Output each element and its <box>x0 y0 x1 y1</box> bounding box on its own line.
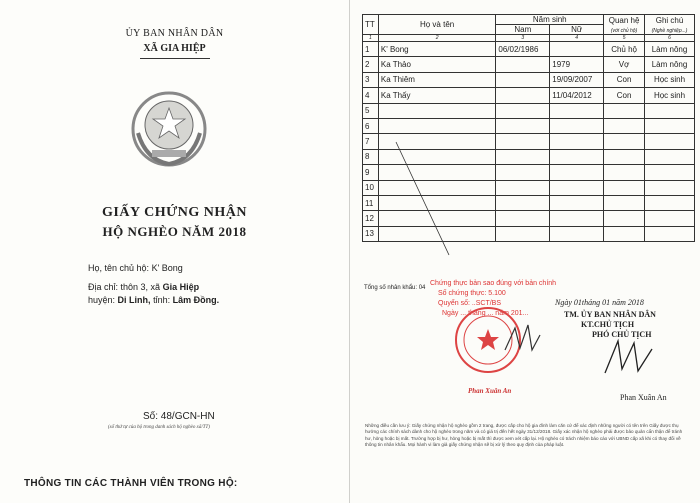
member-relation <box>604 165 645 180</box>
header-relation-sub: (với chủ hộ) <box>610 27 638 34</box>
issue-date: Ngày 01tháng 01 năm 2018 <box>555 298 644 307</box>
member-note: Học sinh <box>645 72 695 87</box>
row-number: 6 <box>363 118 379 133</box>
table-header-row <box>363 15 695 25</box>
members-page <box>350 0 700 503</box>
birth-male <box>496 180 550 195</box>
table-row <box>363 57 695 72</box>
header-name: Họ và tên <box>378 15 496 35</box>
issuer-name: ỦY BAN NHÂN DÂN <box>125 28 224 39</box>
certificate-title: GIẤY CHỨNG NHẬN <box>102 205 247 220</box>
row-number: 2 <box>363 57 379 72</box>
header-note <box>645 15 695 35</box>
birth-male <box>496 211 550 226</box>
title-underline <box>140 58 210 59</box>
member-relation <box>604 149 645 164</box>
header-note-sub: (Nghề nghiệp...) <box>651 27 688 34</box>
birth-female <box>550 226 604 241</box>
birth-female <box>550 149 604 164</box>
row-number: 10 <box>363 180 379 195</box>
district-line <box>88 295 219 305</box>
header-note-label: Ghi chú <box>655 15 684 25</box>
head-label: Họ, tên chủ hộ: <box>88 263 150 273</box>
row-number: 12 <box>363 211 379 226</box>
column-number-row <box>363 35 695 42</box>
birth-male <box>496 134 550 149</box>
birth-female <box>550 118 604 133</box>
row-number: 9 <box>363 165 379 180</box>
row-number: 8 <box>363 149 379 164</box>
row-number: 11 <box>363 195 379 210</box>
member-note <box>645 103 695 118</box>
member-note <box>645 195 695 210</box>
member-relation: Con <box>604 72 645 87</box>
copy-book: Quyển số: ..SCT/BS <box>438 300 502 307</box>
row-number: 5 <box>363 103 379 118</box>
table-row <box>363 72 695 87</box>
strike-line-icon <box>394 140 454 260</box>
col-number: 6 <box>645 35 695 42</box>
certificate-subtitle: HỘ NGHÈO NĂM 2018 <box>102 224 247 239</box>
row-number: 4 <box>363 88 379 103</box>
member-relation: Con <box>604 88 645 103</box>
member-note: Làm nông <box>645 42 695 57</box>
member-note <box>645 134 695 149</box>
copy-certification-stamp: Chứng thực bản sao đúng với bản chính <box>430 280 557 287</box>
address-commune: Gia Hiệp <box>162 282 200 292</box>
commune-name: XÃ GIA HIỆP <box>143 43 206 54</box>
table-row <box>363 118 695 133</box>
total-members: Tổng số nhân khẩu: 04 <box>364 285 426 291</box>
certificate-number: Số: 48/GCN-HN <box>143 411 215 422</box>
table-row <box>363 42 695 57</box>
member-relation: Chủ hộ <box>604 42 645 57</box>
birth-female <box>550 211 604 226</box>
member-relation <box>604 103 645 118</box>
header-stt: TT <box>363 15 379 35</box>
member-note <box>645 165 695 180</box>
signer-org: TM. ỦY BAN NHÂN DÂN <box>564 310 656 319</box>
header-female: Nữ <box>550 25 604 35</box>
province-label: tỉnh: <box>153 295 171 305</box>
table-row <box>363 103 695 118</box>
birth-male <box>496 118 550 133</box>
address-label: Địa chỉ: thôn 3, xã <box>88 282 161 292</box>
birth-female <box>550 42 604 57</box>
signer-kt: KT.CHỦ TỊCH <box>581 320 635 329</box>
member-name: K' Bong <box>378 42 496 57</box>
usage-notes: Những điều cần lưu ý: Giấy chứng nhận hộ nghèo gồm 2 trang, được cấp cho hộ gia đình làm căn cứ để xác định những người có tên trên Giấy được thụ hưởng các chính sách dành cho hộ nghèo trong năm và có giá trị đến hết ngày 31/12/2018. Giấy xác nhận hộ nghèo phải được bảo quản cẩn thận để tránh hư, hỏng hoặc bị mất. Trường hợp bị hư, hỏng hoặc bị mất thì được xem xét cấp lại. Hộ nghèo có trách nhiệm báo cáo với UBND cấp xã khi có thay đổi về thông tin nhân khẩu. Mọi hành vi làm giả giấy chứng nhận sẽ bị xử lý theo quy định của pháp luật. <box>365 423 683 448</box>
row-number: 13 <box>363 226 379 241</box>
birth-male <box>496 149 550 164</box>
member-name: Ka Thảo <box>378 57 496 72</box>
signature-icon <box>600 335 660 380</box>
member-note <box>645 211 695 226</box>
signature-icon <box>500 320 550 360</box>
table-row <box>363 88 695 103</box>
birth-female <box>550 195 604 210</box>
col-number: 2 <box>378 35 496 42</box>
member-note: Làm nông <box>645 57 695 72</box>
district-value: Di Linh, <box>117 295 151 305</box>
certificate-number-note: (số thứ tự của hộ trong danh sách hộ nghèo xã/TT) <box>108 425 210 430</box>
birth-female <box>550 165 604 180</box>
col-number: 5 <box>604 35 645 42</box>
signer-name: Phan Xuân An <box>620 393 667 402</box>
province-value: Lâm Đồng. <box>172 295 220 305</box>
header-birth: Năm sinh <box>496 15 604 25</box>
birth-male <box>496 103 550 118</box>
header-male: Nam <box>496 25 550 35</box>
member-name <box>378 103 496 118</box>
member-note <box>645 180 695 195</box>
col-number: 3 <box>496 35 550 42</box>
col-number: 4 <box>550 35 604 42</box>
member-name: Ka Thấy <box>378 88 496 103</box>
member-relation <box>604 226 645 241</box>
copy-date: Ngày ... tháng ... năm 201... <box>442 310 529 317</box>
birth-female <box>550 180 604 195</box>
birth-male <box>496 226 550 241</box>
national-emblem-icon <box>128 88 210 170</box>
member-relation <box>604 180 645 195</box>
birth-female: 1979 <box>550 57 604 72</box>
birth-male <box>496 57 550 72</box>
member-relation: Vợ <box>604 57 645 72</box>
member-note <box>645 149 695 164</box>
member-note <box>645 118 695 133</box>
signer-title: PHÓ CHỦ TỊCH <box>592 330 652 339</box>
birth-female <box>550 103 604 118</box>
copy-number: Số chứng thực: 5.100 <box>438 290 506 297</box>
member-note: Học sinh <box>645 88 695 103</box>
head-value: K' Bong <box>151 263 183 273</box>
header-relation <box>604 15 645 35</box>
birth-male <box>496 195 550 210</box>
member-relation <box>604 134 645 149</box>
birth-female: 19/09/2007 <box>550 72 604 87</box>
birth-female <box>550 134 604 149</box>
birth-female: 11/04/2012 <box>550 88 604 103</box>
col-number: 1 <box>363 35 379 42</box>
birth-male <box>496 165 550 180</box>
row-number: 7 <box>363 134 379 149</box>
signer-name-stamp: Phan Xuân An <box>468 387 512 395</box>
birth-male <box>496 88 550 103</box>
member-relation <box>604 118 645 133</box>
header-relation-label: Quan hệ <box>608 15 640 25</box>
district-label: huyện: <box>88 295 116 305</box>
member-relation <box>604 195 645 210</box>
row-number: 3 <box>363 72 379 87</box>
household-head-line <box>88 263 183 273</box>
members-heading: THÔNG TIN CÁC THÀNH VIÊN TRONG HỘ: <box>24 478 238 489</box>
member-note <box>645 226 695 241</box>
member-name <box>378 118 496 133</box>
row-number: 1 <box>363 42 379 57</box>
birth-male: 06/02/1986 <box>496 42 550 57</box>
address-line <box>88 282 199 292</box>
birth-male <box>496 72 550 87</box>
member-name: Ka Thiêm <box>378 72 496 87</box>
member-relation <box>604 211 645 226</box>
